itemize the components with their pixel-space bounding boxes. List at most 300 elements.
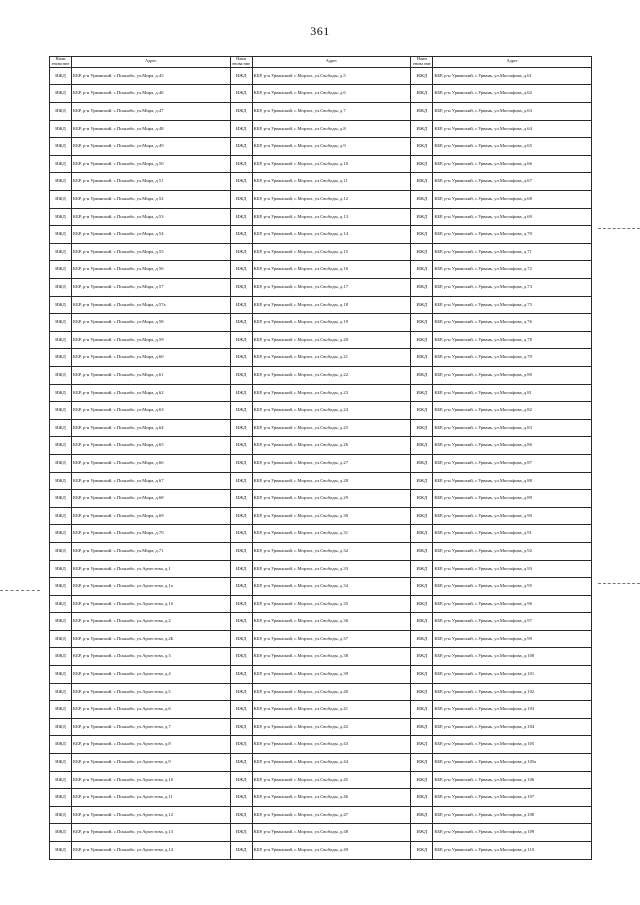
- address-cell: КБР, р-н Урванский, с.Псынабо, ул.Мира, д.58: [72, 314, 231, 332]
- address-cell: КБР, р-н Урванский, с.Псынабо, ул.Мира, д.57: [72, 279, 231, 297]
- address-cell: КБР, р-н Урванский, с.Урвань, ул.Мастафова, д.102: [433, 683, 592, 701]
- object-type-cell: ИЖД: [50, 542, 72, 560]
- object-type-cell: ИЖД: [230, 613, 252, 631]
- object-type-cell: ИЖД: [411, 824, 433, 842]
- object-type-cell: ИЖД: [230, 701, 252, 719]
- object-type-cell: ИЖД: [411, 630, 433, 648]
- object-type-cell: ИЖД: [50, 454, 72, 472]
- object-type-cell: ИЖД: [411, 120, 433, 138]
- table-row: [50, 155, 592, 173]
- address-cell: КБР, р-н Урванский, с.Морзох, ул.Свободы, д.13: [252, 208, 411, 226]
- object-type-cell: ИЖД: [411, 85, 433, 103]
- object-type-cell: ИЖД: [230, 243, 252, 261]
- object-type-cell: ИЖД: [230, 454, 252, 472]
- address-cell: КБР, р-н Урванский, с.Морзох, ул.Свободы, д.31: [252, 525, 411, 543]
- address-cell: КБР, р-н Урванский, с.Морзох, ул.Свободы, д.23: [252, 384, 411, 402]
- address-cell: КБР, р-н Урванский, с.Псынабо, ул.Архестова, д.4: [72, 666, 231, 684]
- object-type-cell: ИЖД: [50, 771, 72, 789]
- table-row: [50, 613, 592, 631]
- address-cell: КБР, р-н Урванский, с.Морзох, ул.Свободы, д.24: [252, 402, 411, 420]
- object-type-cell: ИЖД: [230, 173, 252, 191]
- object-type-cell: ИЖД: [50, 226, 72, 244]
- object-type-cell: ИЖД: [230, 226, 252, 244]
- address-cell: КБР, р-н Урванский, с.Псынабо, ул.Архестова, д.1б: [72, 595, 231, 613]
- table-row: [50, 754, 592, 772]
- object-type-cell: ИЖД: [230, 578, 252, 596]
- address-cell: КБР, р-н Урванский, с.Морзох, ул.Свободы, д.41: [252, 701, 411, 719]
- object-type-cell: ИЖД: [411, 243, 433, 261]
- table-row: [50, 314, 592, 332]
- address-cell: КБР, р-н Урванский, с.Псынабо, ул.Мира, д.48: [72, 120, 231, 138]
- object-type-cell: ИЖД: [411, 542, 433, 560]
- object-type-cell: ИЖД: [411, 349, 433, 367]
- address-cell: КБР, р-н Урванский, с.Морзох, ул.Свободы, д.43: [252, 736, 411, 754]
- address-cell: КБР, р-н Урванский, с.Морзох, ул.Свободы, д.39: [252, 666, 411, 684]
- address-cell: КБР, р-н Урванский, с.Псынабо, ул.Архестова, д.13: [72, 824, 231, 842]
- header-address: Адрес: [252, 57, 411, 68]
- address-cell: КБР, р-н Урванский, с.Псынабо, ул.Мира, д.50: [72, 155, 231, 173]
- object-type-cell: ИЖД: [411, 771, 433, 789]
- table-row: [50, 806, 592, 824]
- table-row: [50, 226, 592, 244]
- object-type-cell: ИЖД: [50, 279, 72, 297]
- table-row: [50, 490, 592, 508]
- object-type-cell: ИЖД: [411, 560, 433, 578]
- address-cell: КБР, р-н Урванский, с.Морзох, ул.Свободы, д.30: [252, 507, 411, 525]
- object-type-cell: ИЖД: [230, 120, 252, 138]
- table-row: [50, 120, 592, 138]
- object-type-cell: ИЖД: [411, 490, 433, 508]
- address-cell: КБР, р-н Урванский, с.Морзох, ул.Свободы, д.12: [252, 191, 411, 209]
- address-cell: КБР, р-н Урванский, с.Морзох, ул.Свободы, д.10: [252, 155, 411, 173]
- address-cell: КБР, р-н Урванский, с.Урвань, ул.Мастафова, д.105а: [433, 754, 592, 772]
- table-row: [50, 736, 592, 754]
- address-cell: КБР, р-н Урванский, с.Псынабо, ул.Мира, д.69: [72, 507, 231, 525]
- address-cell: КБР, р-н Урванский, с.Морзох, ул.Свободы, д.40: [252, 683, 411, 701]
- object-type-cell: ИЖД: [411, 736, 433, 754]
- address-cell: КБР, р-н Урванский, с.Урвань, ул.Мастафова, д.93: [433, 560, 592, 578]
- object-type-cell: ИЖД: [50, 701, 72, 719]
- address-cell: КБР, р-н Урванский, с.Урвань, ул.Мастафова, д.79: [433, 349, 592, 367]
- address-register-table: [49, 56, 592, 860]
- object-type-cell: ИЖД: [50, 472, 72, 490]
- object-type-cell: ИЖД: [230, 155, 252, 173]
- address-cell: КБР, р-н Урванский, с.Морзох, ул.Свободы, д.35: [252, 595, 411, 613]
- address-cell: КБР, р-н Урванский, с.Морзох, ул.Свободы, д.14: [252, 226, 411, 244]
- object-type-cell: ИЖД: [50, 824, 72, 842]
- address-cell: КБР, р-н Урванский, с.Морзох, ул.Свободы, д.15: [252, 243, 411, 261]
- table-row: [50, 454, 592, 472]
- address-cell: КБР, р-н Урванский, с.Урвань, ул.Мастафова, д.63: [433, 103, 592, 121]
- address-cell: КБР, р-н Урванский, с.Урвань, ул.Мастафова, д.97: [433, 613, 592, 631]
- address-cell: КБР, р-н Урванский, с.Урвань, ул.Мастафова, д.89: [433, 490, 592, 508]
- object-type-cell: ИЖД: [411, 648, 433, 666]
- object-type-cell: ИЖД: [50, 560, 72, 578]
- object-type-cell: ИЖД: [50, 419, 72, 437]
- address-cell: КБР, р-н Урванский, с.Псынабо, ул.Мира, д.45: [72, 67, 231, 85]
- address-cell: КБР, р-н Урванский, с.Урвань, ул.Мастафова, д.99: [433, 630, 592, 648]
- table-row: [50, 789, 592, 807]
- address-cell: КБР, р-н Урванский, с.Урвань, ул.Мастафова, д.81: [433, 384, 592, 402]
- table-row: [50, 191, 592, 209]
- address-cell: КБР, р-н Урванский, с.Урвань, ул.Мастафова, д.107: [433, 789, 592, 807]
- object-type-cell: ИЖД: [230, 279, 252, 297]
- object-type-cell: ИЖД: [230, 595, 252, 613]
- address-cell: КБР, р-н Урванский, с.Псынабо, ул.Мира, д.51: [72, 173, 231, 191]
- address-cell: КБР, р-н Урванский, с.Морзох, ул.Свободы, д.7: [252, 103, 411, 121]
- table-row: [50, 507, 592, 525]
- address-cell: КБР, р-н Урванский, с.Псынабо, ул.Архестова, д.10: [72, 771, 231, 789]
- object-type-cell: ИЖД: [50, 683, 72, 701]
- address-cell: КБР, р-н Урванский, с.Морзох, ул.Свободы, д.21: [252, 349, 411, 367]
- object-type-cell: ИЖД: [230, 666, 252, 684]
- address-cell: КБР, р-н Урванский, с.Урвань, ул.Мастафова, д.96: [433, 595, 592, 613]
- header-kind: Наим енова ние: [230, 57, 252, 68]
- table-row: [50, 560, 592, 578]
- table-row: [50, 771, 592, 789]
- address-cell: КБР, р-н Урванский, с.Урвань, ул.Мастафова, д.100: [433, 648, 592, 666]
- object-type-cell: ИЖД: [50, 120, 72, 138]
- object-type-cell: ИЖД: [230, 842, 252, 860]
- object-type-cell: ИЖД: [411, 419, 433, 437]
- address-cell: КБР, р-н Урванский, с.Морзох, ул.Свободы, д.34: [252, 578, 411, 596]
- address-cell: КБР, р-н Урванский, с.Псынабо, ул.Мира, д.63: [72, 402, 231, 420]
- address-cell: КБР, р-н Урванский, с.Морзох, ул.Свободы, д.26: [252, 437, 411, 455]
- address-cell: КБР, р-н Урванский, с.Псынабо, ул.Архестова, д.1а: [72, 578, 231, 596]
- object-type-cell: ИЖД: [230, 314, 252, 332]
- table-row: [50, 683, 592, 701]
- address-cell: КБР, р-н Урванский, с.Урвань, ул.Мастафова, д.87: [433, 454, 592, 472]
- object-type-cell: ИЖД: [50, 718, 72, 736]
- object-type-cell: ИЖД: [411, 296, 433, 314]
- object-type-cell: ИЖД: [230, 789, 252, 807]
- address-cell: КБР, р-н Урванский, с.Псынабо, ул.Мира, д.59: [72, 331, 231, 349]
- address-cell: КБР, р-н Урванский, с.Морзох, ул.Свободы, д.46: [252, 789, 411, 807]
- object-type-cell: ИЖД: [50, 595, 72, 613]
- address-cell: КБР, р-н Урванский, с.Урвань, ул.Мастафова, д.75: [433, 296, 592, 314]
- address-cell: КБР, р-н Урванский, с.Урвань, ул.Мастафова, д.62: [433, 85, 592, 103]
- object-type-cell: ИЖД: [50, 490, 72, 508]
- object-type-cell: ИЖД: [411, 173, 433, 191]
- address-cell: КБР, р-н Урванский, с.Урвань, ул.Мастафова, д.67: [433, 173, 592, 191]
- address-cell: КБР, р-н Урванский, с.Урвань, ул.Мастафова, д.64: [433, 120, 592, 138]
- address-cell: КБР, р-н Урванский, с.Морзох, ул.Свободы, д.8: [252, 120, 411, 138]
- address-cell: КБР, р-н Урванский, с.Морзох, ул.Свободы, д.22: [252, 366, 411, 384]
- address-cell: КБР, р-н Урванский, с.Псынабо, ул.Мира, д.47: [72, 103, 231, 121]
- address-cell: КБР, р-н Урванский, с.Урвань, ул.Мастафова, д.109: [433, 824, 592, 842]
- object-type-cell: ИЖД: [230, 85, 252, 103]
- address-cell: КБР, р-н Урванский, с.Морзох, ул.Свободы, д.38: [252, 648, 411, 666]
- object-type-cell: ИЖД: [230, 490, 252, 508]
- margin-mark: [598, 228, 640, 229]
- address-cell: КБР, р-н Урванский, с.Урвань, ул.Мастафова, д.92: [433, 542, 592, 560]
- address-cell: КБР, р-н Урванский, с.Псынабо, ул.Мира, д.57а: [72, 296, 231, 314]
- address-cell: КБР, р-н Урванский, с.Урвань, ул.Мастафова, д.68: [433, 191, 592, 209]
- object-type-cell: ИЖД: [230, 771, 252, 789]
- object-type-cell: ИЖД: [50, 666, 72, 684]
- object-type-cell: ИЖД: [411, 701, 433, 719]
- address-cell: КБР, р-н Урванский, с.Морзох, ул.Свободы, д.48: [252, 824, 411, 842]
- address-cell: КБР, р-н Урванский, с.Морзох, ул.Свободы, д.28: [252, 472, 411, 490]
- address-cell: КБР, р-н Урванский, с.Морзох, ул.Свободы, д.18: [252, 296, 411, 314]
- address-cell: КБР, р-н Урванский, с.Морзох, ул.Свободы, д.36: [252, 613, 411, 631]
- address-cell: КБР, р-н Урванский, с.Псынабо, ул.Мира, д.65: [72, 437, 231, 455]
- object-type-cell: ИЖД: [50, 842, 72, 860]
- table-row: [50, 525, 592, 543]
- address-cell: КБР, р-н Урванский, с.Псынабо, ул.Мира, д.46: [72, 85, 231, 103]
- margin-mark: [598, 583, 640, 584]
- header-kind: Наим енова ние: [411, 57, 433, 68]
- object-type-cell: ИЖД: [230, 824, 252, 842]
- address-cell: КБР, р-н Урванский, с.Псынабо, ул.Мира, д.61: [72, 366, 231, 384]
- object-type-cell: ИЖД: [411, 806, 433, 824]
- address-cell: КБР, р-н Урванский, с.Псынабо, ул.Архестова, д.2: [72, 613, 231, 631]
- address-cell: КБР, р-н Урванский, с.Урвань, ул.Мастафова, д.80: [433, 366, 592, 384]
- object-type-cell: ИЖД: [230, 208, 252, 226]
- object-type-cell: ИЖД: [411, 191, 433, 209]
- address-cell: КБР, р-н Урванский, с.Морзох, ул.Свободы, д.29: [252, 490, 411, 508]
- object-type-cell: ИЖД: [50, 789, 72, 807]
- object-type-cell: ИЖД: [411, 842, 433, 860]
- object-type-cell: ИЖД: [411, 525, 433, 543]
- object-type-cell: ИЖД: [230, 806, 252, 824]
- address-cell: КБР, р-н Урванский, с.Урвань, ул.Мастафова, д.88: [433, 472, 592, 490]
- table-row: [50, 718, 592, 736]
- table-row: [50, 666, 592, 684]
- object-type-cell: ИЖД: [50, 630, 72, 648]
- address-cell: КБР, р-н Урванский, с.Псынабо, ул.Архестова, д.11: [72, 789, 231, 807]
- object-type-cell: ИЖД: [411, 384, 433, 402]
- address-cell: КБР, р-н Урванский, с.Псынабо, ул.Мира, д.54: [72, 226, 231, 244]
- address-cell: КБР, р-н Урванский, с.Урвань, ул.Мастафова, д.66: [433, 155, 592, 173]
- object-type-cell: ИЖД: [230, 384, 252, 402]
- address-cell: КБР, р-н Урванский, с.Псынабо, ул.Архестова, д.6: [72, 701, 231, 719]
- table-row: [50, 279, 592, 297]
- object-type-cell: ИЖД: [230, 683, 252, 701]
- address-cell: КБР, р-н Урванский, с.Урвань, ул.Мастафова, д.73: [433, 279, 592, 297]
- page-number: 361: [310, 24, 330, 38]
- object-type-cell: ИЖД: [411, 314, 433, 332]
- address-cell: КБР, р-н Урванский, с.Морзох, ул.Свободы, д.42: [252, 718, 411, 736]
- object-type-cell: ИЖД: [50, 103, 72, 121]
- object-type-cell: ИЖД: [411, 279, 433, 297]
- header-kind: Наим енова ние: [50, 57, 72, 68]
- table-row: [50, 472, 592, 490]
- object-type-cell: ИЖД: [50, 507, 72, 525]
- address-cell: КБР, р-н Урванский, с.Псынабо, ул.Мира, д.55: [72, 243, 231, 261]
- object-type-cell: ИЖД: [411, 666, 433, 684]
- address-cell: КБР, р-н Урванский, с.Урвань, ул.Мастафова, д.76: [433, 314, 592, 332]
- object-type-cell: ИЖД: [230, 331, 252, 349]
- address-cell: КБР, р-н Урванский, с.Псынабо, ул.Мира, д.49: [72, 138, 231, 156]
- address-cell: КБР, р-н Урванский, с.Урвань, ул.Мастафова, д.72: [433, 261, 592, 279]
- object-type-cell: ИЖД: [230, 138, 252, 156]
- table-body: [50, 67, 592, 859]
- address-cell: КБР, р-н Урванский, с.Морзох, ул.Свободы, д.6: [252, 85, 411, 103]
- object-type-cell: ИЖД: [230, 648, 252, 666]
- object-type-cell: ИЖД: [50, 155, 72, 173]
- object-type-cell: ИЖД: [230, 754, 252, 772]
- address-cell: КБР, р-н Урванский, с.Морзох, ул.Свободы, д.37: [252, 630, 411, 648]
- address-cell: КБР, р-н Урванский, с.Морзох, ул.Свободы, д.32: [252, 542, 411, 560]
- object-type-cell: ИЖД: [411, 595, 433, 613]
- table-row: [50, 173, 592, 191]
- object-type-cell: ИЖД: [50, 525, 72, 543]
- address-cell: КБР, р-н Урванский, с.Урвань, ул.Мастафова, д.83: [433, 419, 592, 437]
- table-row: [50, 842, 592, 860]
- object-type-cell: ИЖД: [411, 226, 433, 244]
- object-type-cell: ИЖД: [230, 718, 252, 736]
- object-type-cell: ИЖД: [230, 507, 252, 525]
- address-cell: КБР, р-н Урванский, с.Псынабо, ул.Архестова, д.1: [72, 560, 231, 578]
- object-type-cell: ИЖД: [411, 454, 433, 472]
- table-row: [50, 349, 592, 367]
- object-type-cell: ИЖД: [411, 789, 433, 807]
- object-type-cell: ИЖД: [230, 419, 252, 437]
- table-row: [50, 384, 592, 402]
- object-type-cell: ИЖД: [230, 261, 252, 279]
- object-type-cell: ИЖД: [230, 349, 252, 367]
- address-cell: КБР, р-н Урванский, с.Морзох, ул.Свободы, д.27: [252, 454, 411, 472]
- table-row: [50, 437, 592, 455]
- address-cell: КБР, р-н Урванский, с.Псынабо, ул.Мира, д.70: [72, 525, 231, 543]
- object-type-cell: ИЖД: [230, 437, 252, 455]
- address-cell: КБР, р-н Урванский, с.Морзох, ул.Свободы, д.44: [252, 754, 411, 772]
- address-cell: КБР, р-н Урванский, с.Урвань, ул.Мастафова, д.69: [433, 208, 592, 226]
- address-cell: КБР, р-н Урванский, с.Псынабо, ул.Мира, д.67: [72, 472, 231, 490]
- object-type-cell: ИЖД: [411, 103, 433, 121]
- object-type-cell: ИЖД: [230, 366, 252, 384]
- address-cell: КБР, р-н Урванский, с.Урвань, ул.Мастафова, д.103: [433, 701, 592, 719]
- address-cell: КБР, р-н Урванский, с.Морзох, ул.Свободы, д.17: [252, 279, 411, 297]
- address-cell: КБР, р-н Урванский, с.Урвань, ул.Мастафова, д.65: [433, 138, 592, 156]
- address-cell: КБР, р-н Урванский, с.Урвань, ул.Мастафова, д.61: [433, 67, 592, 85]
- table-row: [50, 402, 592, 420]
- address-cell: КБР, р-н Урванский, с.Псынабо, ул.Архестова, д.12: [72, 806, 231, 824]
- object-type-cell: ИЖД: [411, 402, 433, 420]
- object-type-cell: ИЖД: [50, 138, 72, 156]
- address-cell: КБР, р-н Урванский, с.Псынабо, ул.Мира, д.66: [72, 454, 231, 472]
- address-cell: КБР, р-н Урванский, с.Морзох, ул.Свободы, д.49: [252, 842, 411, 860]
- object-type-cell: ИЖД: [50, 613, 72, 631]
- address-cell: КБР, р-н Урванский, с.Урвань, ул.Мастафова, д.110: [433, 842, 592, 860]
- address-cell: КБР, р-н Урванский, с.Псынабо, ул.Архестова, д.7: [72, 718, 231, 736]
- table-row: [50, 331, 592, 349]
- address-cell: КБР, р-н Урванский, с.Псынабо, ул.Мира, д.64: [72, 419, 231, 437]
- table-row: [50, 701, 592, 719]
- object-type-cell: ИЖД: [411, 472, 433, 490]
- address-cell: КБР, р-н Урванский, с.Морзох, ул.Свободы, д.5: [252, 67, 411, 85]
- object-type-cell: ИЖД: [50, 331, 72, 349]
- object-type-cell: ИЖД: [50, 806, 72, 824]
- table-row: [50, 419, 592, 437]
- object-type-cell: ИЖД: [50, 67, 72, 85]
- address-cell: КБР, р-н Урванский, с.Морзох, ул.Свободы, д.16: [252, 261, 411, 279]
- object-type-cell: ИЖД: [230, 191, 252, 209]
- object-type-cell: ИЖД: [411, 718, 433, 736]
- object-type-cell: ИЖД: [230, 103, 252, 121]
- address-cell: КБР, р-н Урванский, с.Урвань, ул.Мастафова, д.104: [433, 718, 592, 736]
- address-cell: КБР, р-н Урванский, с.Псынабо, ул.Архестова, д.9: [72, 754, 231, 772]
- table-row: [50, 208, 592, 226]
- table-row: [50, 595, 592, 613]
- address-cell: КБР, р-н Урванский, с.Псынабо, ул.Мира, д.62: [72, 384, 231, 402]
- object-type-cell: ИЖД: [411, 331, 433, 349]
- object-type-cell: ИЖД: [50, 384, 72, 402]
- object-type-cell: ИЖД: [411, 138, 433, 156]
- address-cell: КБР, р-н Урванский, с.Урвань, ул.Мастафова, д.82: [433, 402, 592, 420]
- address-cell: КБР, р-н Урванский, с.Урвань, ул.Мастафова, д.71: [433, 243, 592, 261]
- address-cell: КБР, р-н Урванский, с.Псынабо, ул.Мира, д.56: [72, 261, 231, 279]
- address-cell: КБР, р-н Урванский, с.Урвань, ул.Мастафова, д.86: [433, 437, 592, 455]
- address-cell: КБР, р-н Урванский, с.Псынабо, ул.Архестова, д.8: [72, 736, 231, 754]
- address-cell: КБР, р-н Урванский, с.Морзох, ул.Свободы, д.11: [252, 173, 411, 191]
- object-type-cell: ИЖД: [50, 366, 72, 384]
- address-cell: КБР, р-н Урванский, с.Морзох, ул.Свободы, д.20: [252, 331, 411, 349]
- object-type-cell: ИЖД: [411, 366, 433, 384]
- object-type-cell: ИЖД: [50, 736, 72, 754]
- address-cell: КБР, р-н Урванский, с.Урвань, ул.Мастафова, д.106: [433, 771, 592, 789]
- object-type-cell: ИЖД: [411, 578, 433, 596]
- object-type-cell: ИЖД: [50, 648, 72, 666]
- table-row: [50, 824, 592, 842]
- table-row: [50, 630, 592, 648]
- object-type-cell: ИЖД: [50, 85, 72, 103]
- table-row: [50, 261, 592, 279]
- object-type-cell: ИЖД: [230, 296, 252, 314]
- object-type-cell: ИЖД: [230, 630, 252, 648]
- address-cell: КБР, р-н Урванский, с.Псынабо, ул.Архестова, д.2Б: [72, 630, 231, 648]
- address-cell: КБР, р-н Урванский, с.Урвань, ул.Мастафова, д.90: [433, 507, 592, 525]
- address-cell: КБР, р-н Урванский, с.Псынабо, ул.Архестова, д.14: [72, 842, 231, 860]
- address-cell: КБР, р-н Урванский, с.Урвань, ул.Мастафова, д.101: [433, 666, 592, 684]
- table-row: [50, 243, 592, 261]
- object-type-cell: ИЖД: [50, 437, 72, 455]
- object-type-cell: ИЖД: [50, 191, 72, 209]
- address-cell: КБР, р-н Урванский, с.Псынабо, ул.Мира, д.68: [72, 490, 231, 508]
- address-cell: КБР, р-н Урванский, с.Псынабо, ул.Архестова, д.3: [72, 648, 231, 666]
- address-cell: КБР, р-н Урванский, с.Морзох, ул.Свободы, д.19: [252, 314, 411, 332]
- object-type-cell: ИЖД: [411, 507, 433, 525]
- object-type-cell: ИЖД: [230, 542, 252, 560]
- address-cell: КБР, р-н Урванский, с.Псынабо, ул.Мира, д.52: [72, 191, 231, 209]
- object-type-cell: ИЖД: [411, 437, 433, 455]
- object-type-cell: ИЖД: [50, 296, 72, 314]
- table-row: [50, 103, 592, 121]
- object-type-cell: ИЖД: [411, 754, 433, 772]
- object-type-cell: ИЖД: [230, 525, 252, 543]
- margin-mark: [0, 590, 40, 591]
- header-address: Адрес: [72, 57, 231, 68]
- object-type-cell: ИЖД: [50, 578, 72, 596]
- object-type-cell: ИЖД: [50, 243, 72, 261]
- table-row: [50, 67, 592, 85]
- address-cell: КБР, р-н Урванский, с.Псынабо, ул.Мира, д.53: [72, 208, 231, 226]
- address-cell: КБР, р-н Урванский, с.Урвань, ул.Мастафова, д.91: [433, 525, 592, 543]
- address-cell: КБР, р-н Урванский, с.Морзох, ул.Свободы, д.25: [252, 419, 411, 437]
- address-cell: КБР, р-н Урванский, с.Урвань, ул.Мастафова, д.108: [433, 806, 592, 824]
- table-header-row: [50, 57, 592, 68]
- address-cell: КБР, р-н Урванский, с.Урвань, ул.Мастафова, д.105: [433, 736, 592, 754]
- table-row: [50, 296, 592, 314]
- table-row: [50, 578, 592, 596]
- object-type-cell: ИЖД: [411, 208, 433, 226]
- object-type-cell: ИЖД: [411, 683, 433, 701]
- table-row: [50, 542, 592, 560]
- object-type-cell: ИЖД: [50, 173, 72, 191]
- address-cell: КБР, р-н Урванский, с.Морзох, ул.Свободы, д.47: [252, 806, 411, 824]
- table-row: [50, 138, 592, 156]
